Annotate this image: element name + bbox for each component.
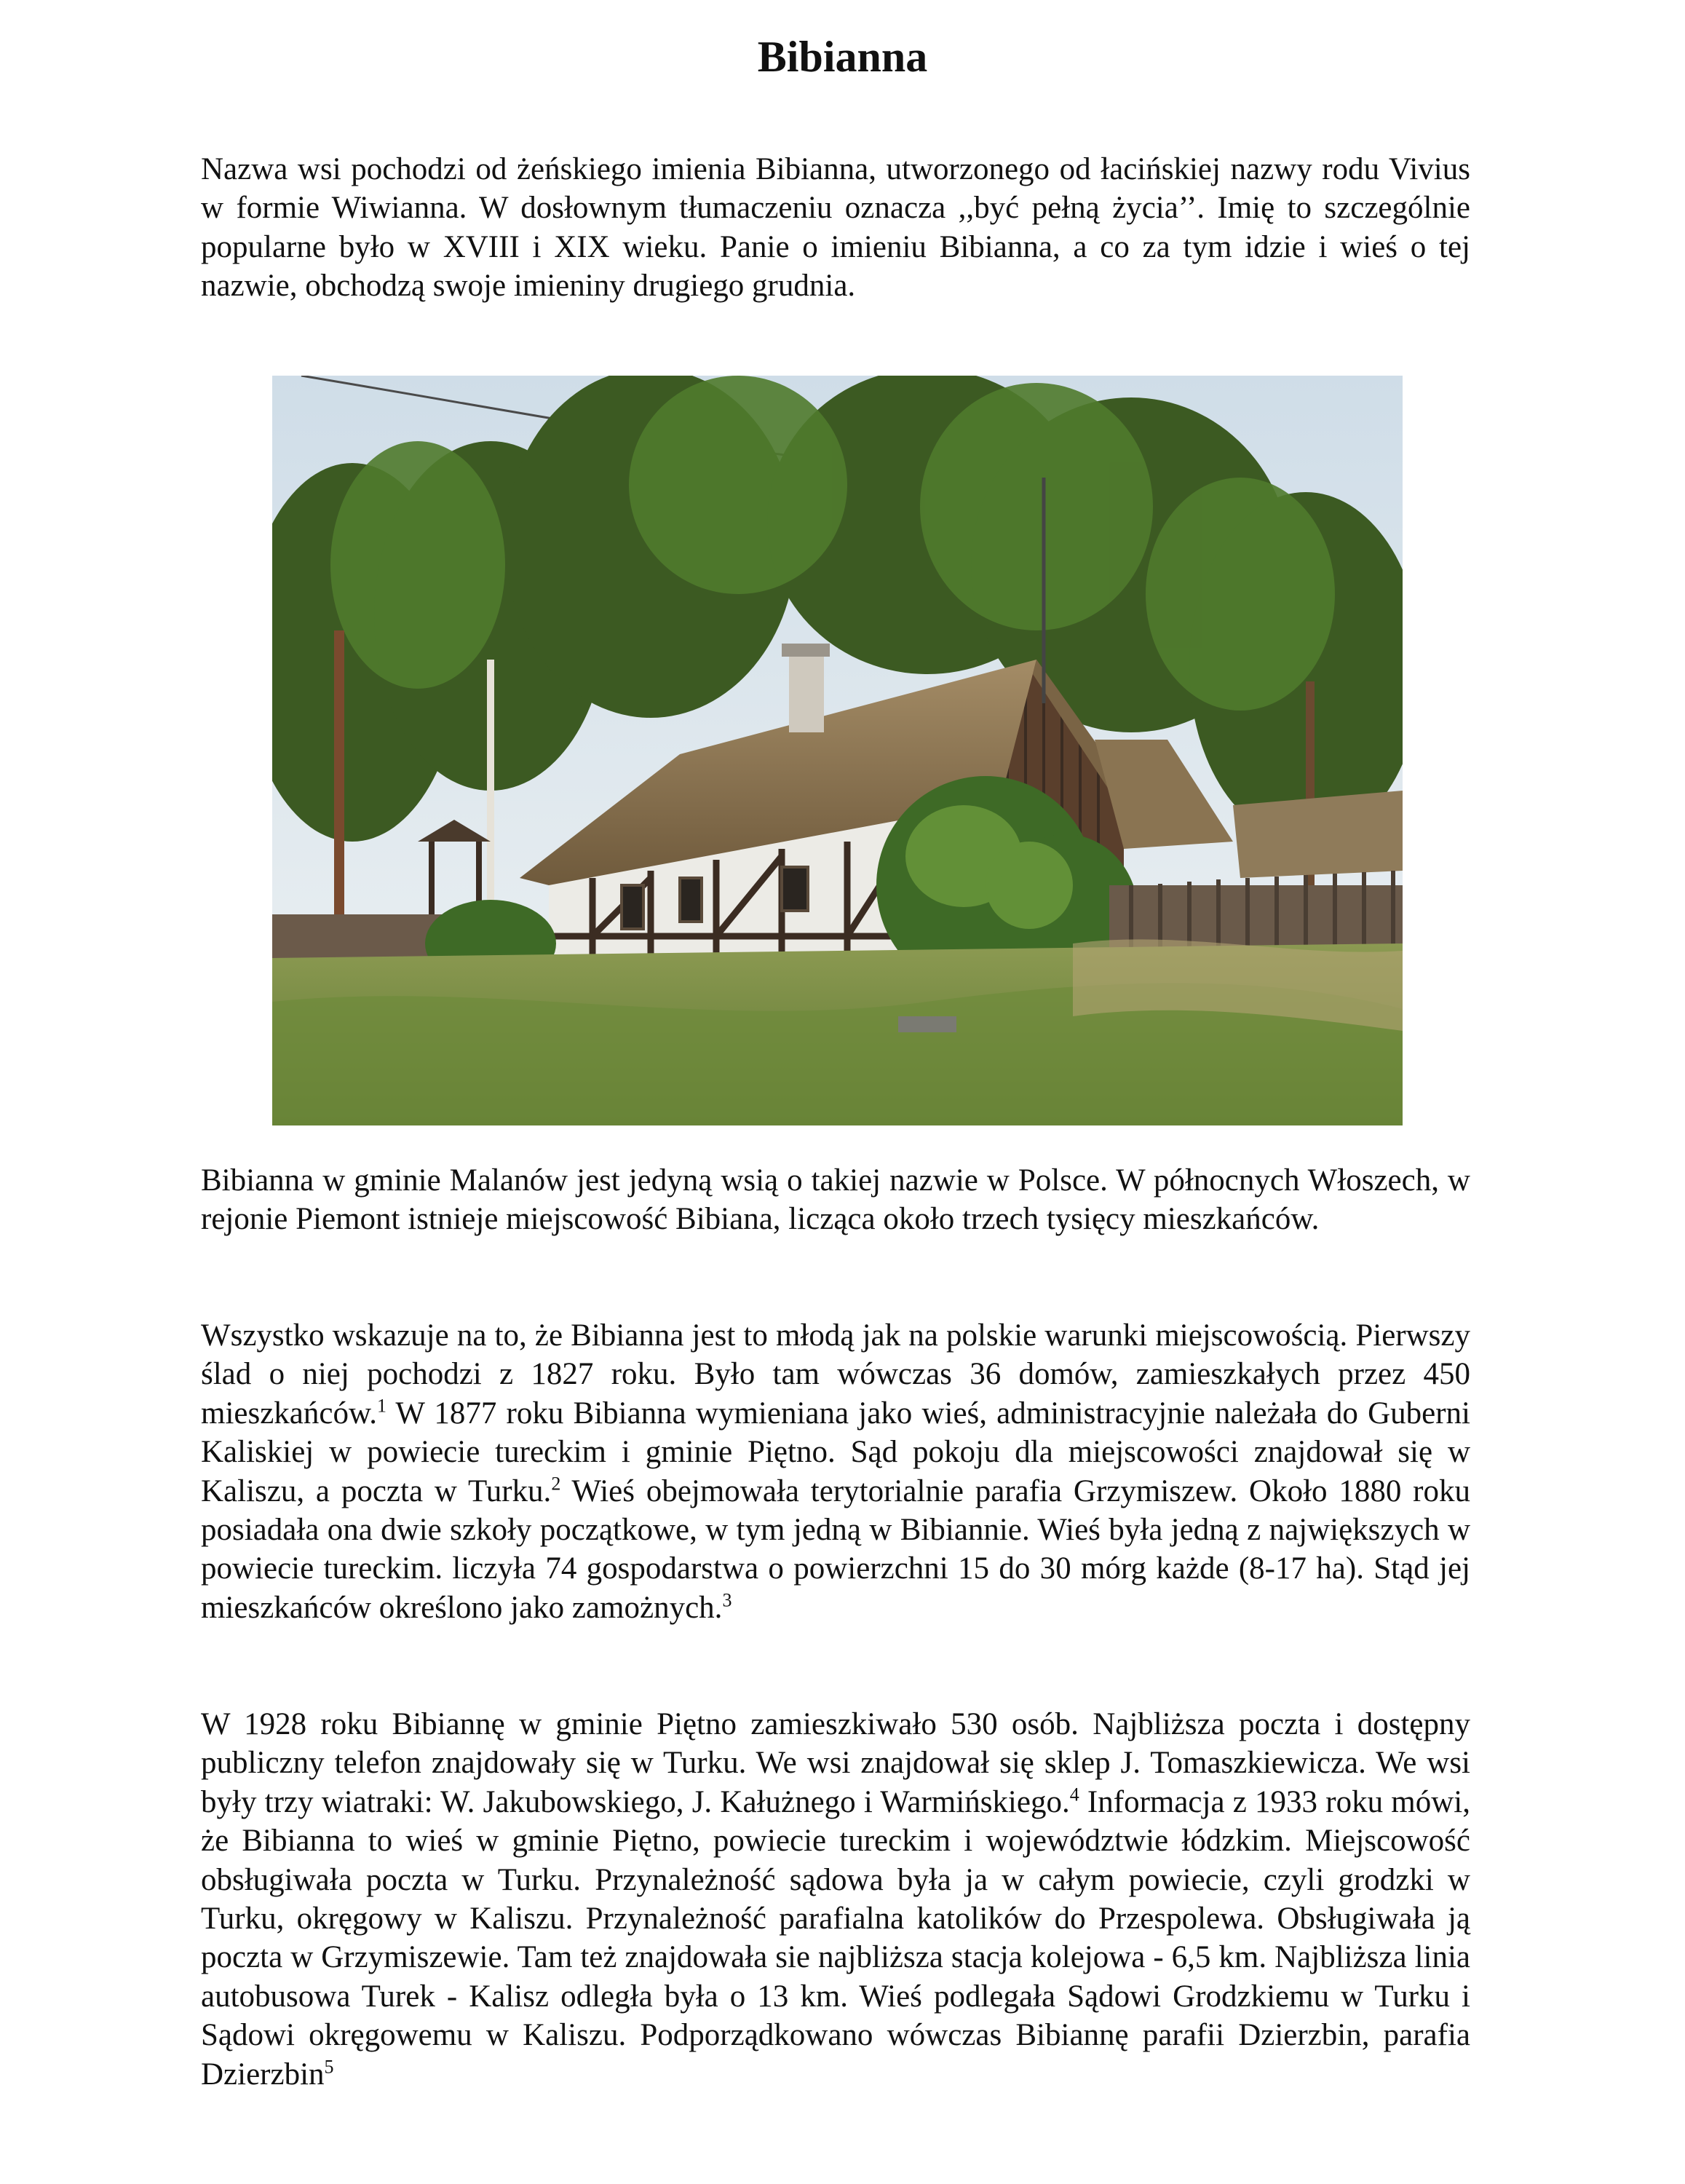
paragraph-history-20th-century <box>201 1705 1470 2094</box>
paragraph-text: W 1877 roku Bibianna wymieniana jako wieś, administracyjnie należała do Guberni Kaliskiej w powiecie tureckim i gminie Piętno. Sąd pokoju dla miejscowości znajdował się w Kaliszu, a poczta w Turku. <box>201 1396 1470 1508</box>
page-title: Bibianna <box>757 33 928 81</box>
paragraph-text: Wszystko wskazuje na to, że Bibianna jest to młodą jak na polskie warunki miejscowością. Pierwszy ślad o niej pochodzi z 1827 roku. Było tam wówczas 36 domów, zamieszkałych przez 450 mieszkańców. <box>201 1318 1470 1431</box>
cottage-photo <box>272 376 1403 1125</box>
paragraph-name-origin <box>201 150 1470 306</box>
paragraph-text: Wieś obejmowała terytorialnie parafia Grzymiszew. Około 1880 roku posiadała ona dwie szkoły początkowe, w tym jedną w Bibiannie. Wieś była jedną z największych w powiecie tureckim. liczyła 74 gospodarstwa o powierzchni 15 do 30 mórg każde (8-17 ha). Stąd jej mieszkańców określono jako zamożnych. <box>201 1473 1470 1625</box>
paragraph-text: Informacja z 1933 roku mówi, że Bibianna to wieś w gminie Piętno, powiecie tureckim i województwie łódzkim. Miejscowość obsługiwała poczta w Turku. Przynależność sądowa była ja w całym powiecie, czyli grodzki w Turku, okręgowy w Kaliszu. Przynależność parafialna katolików do Przespolewa. Obsługiwała ją poczta w Grzymiszewie. Tam też znajdowała sie najbliższa stacja kolejowa - 6,5 km. Najbliższa linia autobusowa Turek - Kalisz odległa była o 13 km. Wieś podlegała Sądowi Grodzkiemu w Turku i Sądowi okręgowemu w Kaliszu. Podporządkowano wówczas Bibiannę parafii Dzierzbin, parafia Dzierzbin <box>201 1784 1470 2092</box>
footnote-reference: 2 <box>551 1473 561 1495</box>
paragraph-text: W 1928 roku Bibiannę w gminie Piętno zamieszkiwało 530 osób. Najbliższa poczta i dostępny publiczny telefon znajdowały się w Turku. We wsi znajdował się sklep J. Tomaszkiewicza. We wsi były trzy wiatraki: W. Jakubowskiego, J. Kałużnego i Warmińskiego. <box>201 1707 1470 1819</box>
footnote-reference: 5 <box>324 2056 334 2078</box>
footnote-reference: 3 <box>722 1589 732 1611</box>
paragraph-uniqueness <box>201 1161 1470 1239</box>
paragraph-text: Nazwa wsi pochodzi od żeńskiego imienia Bibianna, utworzonego od łacińskiej nazwy rodu Vivius w formie Wiwianna. W dosłownym tłumaczeniu oznacza ,,być pełną życia’’. Imię to szczególnie popularne było w XVIII i XIX wieku. Panie o imieniu Bibianna, a co za tym idzie i wieś o tej nazwie, obchodzą swoje imieniny drugiego grudnia. <box>201 152 1470 304</box>
footnote-reference: 1 <box>376 1395 386 1417</box>
paragraph-text: Bibianna w gminie Malanów jest jedyną wsią o takiej nazwie w Polsce. W północnych Włoszech, w rejonie Piemont istnieje miejscowość Bibiana, licząca około trzech tysięcy mieszkańców. <box>201 1163 1470 1237</box>
footnote-reference: 4 <box>1069 1784 1079 1805</box>
paragraph-history-19th-century <box>201 1316 1470 1627</box>
